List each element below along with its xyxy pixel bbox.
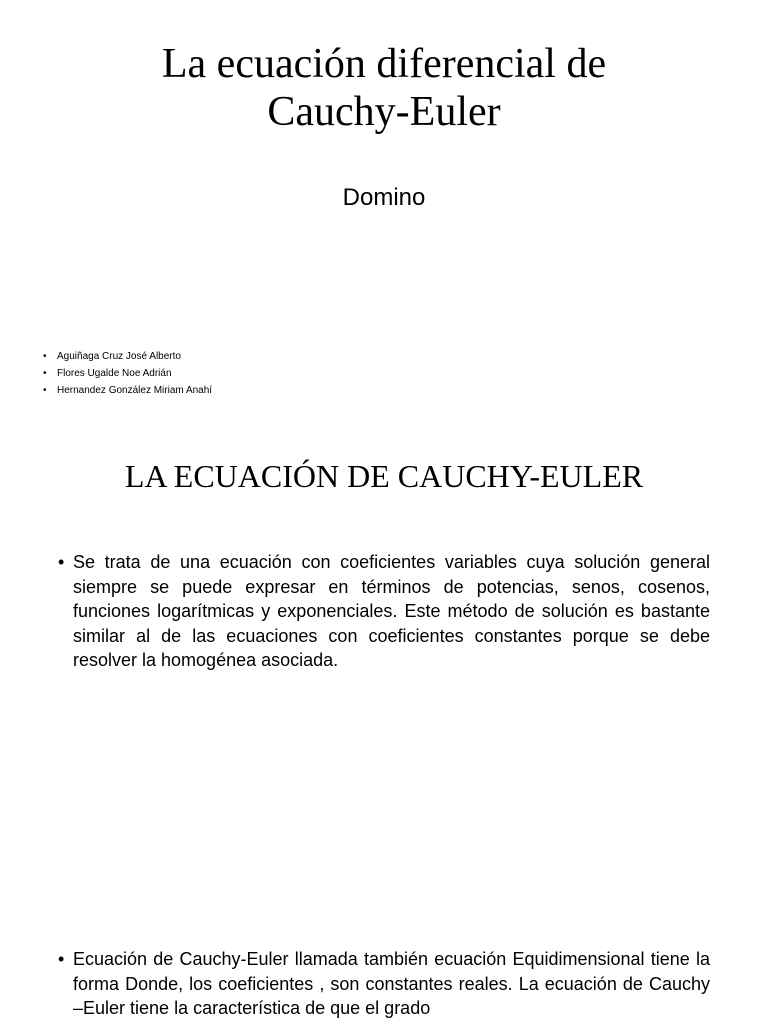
paragraph-text: Se trata de una ecuación con coeficientes variables cuya solución general siempre se puede expresar en términos de potencias, senos, cosenos, funciones logarítmicas y exponenciales. Este método de solución es bastante similar al de las ecuaciones con coeficientes constantes porque se debe resolver la homogénea asociada.	[73, 552, 710, 670]
section-title: LA ECUACIÓN DE CAUCHY-EULER	[124, 458, 644, 494]
slide-subtitle: Domino	[342, 184, 426, 211]
bullet-icon: •	[58, 552, 65, 572]
author-name: Flores Ugalde Noe Adrián	[57, 368, 172, 379]
bullet-icon: •	[43, 368, 47, 379]
bullet-paragraph	[58, 550, 710, 673]
bullet-icon: •	[43, 385, 47, 396]
bullet-paragraph	[58, 947, 710, 1021]
slide-title	[0, 40, 768, 136]
title-slide	[0, 0, 768, 420]
content-slide	[0, 420, 768, 1024]
author-item	[43, 348, 212, 365]
author-name: Hernandez González Miriam Anahí	[57, 385, 213, 396]
author-list	[43, 348, 212, 399]
bullet-icon: •	[58, 949, 65, 969]
author-name: Aguiñaga Cruz José Alberto	[57, 351, 181, 362]
slide-title-line-1: La ecuación diferencial de	[161, 41, 607, 87]
author-item	[43, 382, 212, 399]
author-item	[43, 365, 212, 382]
paragraph-text: Ecuación de Cauchy-Euler llamada también ecuación Equidimensional tiene la forma Donde, los coeficientes , son constantes reales. La ecuación de Cauchy –Euler tiene la característica de que el grado	[73, 949, 710, 1018]
bullet-icon: •	[43, 351, 47, 362]
slide-title-line-2: Cauchy-Euler	[267, 89, 501, 135]
